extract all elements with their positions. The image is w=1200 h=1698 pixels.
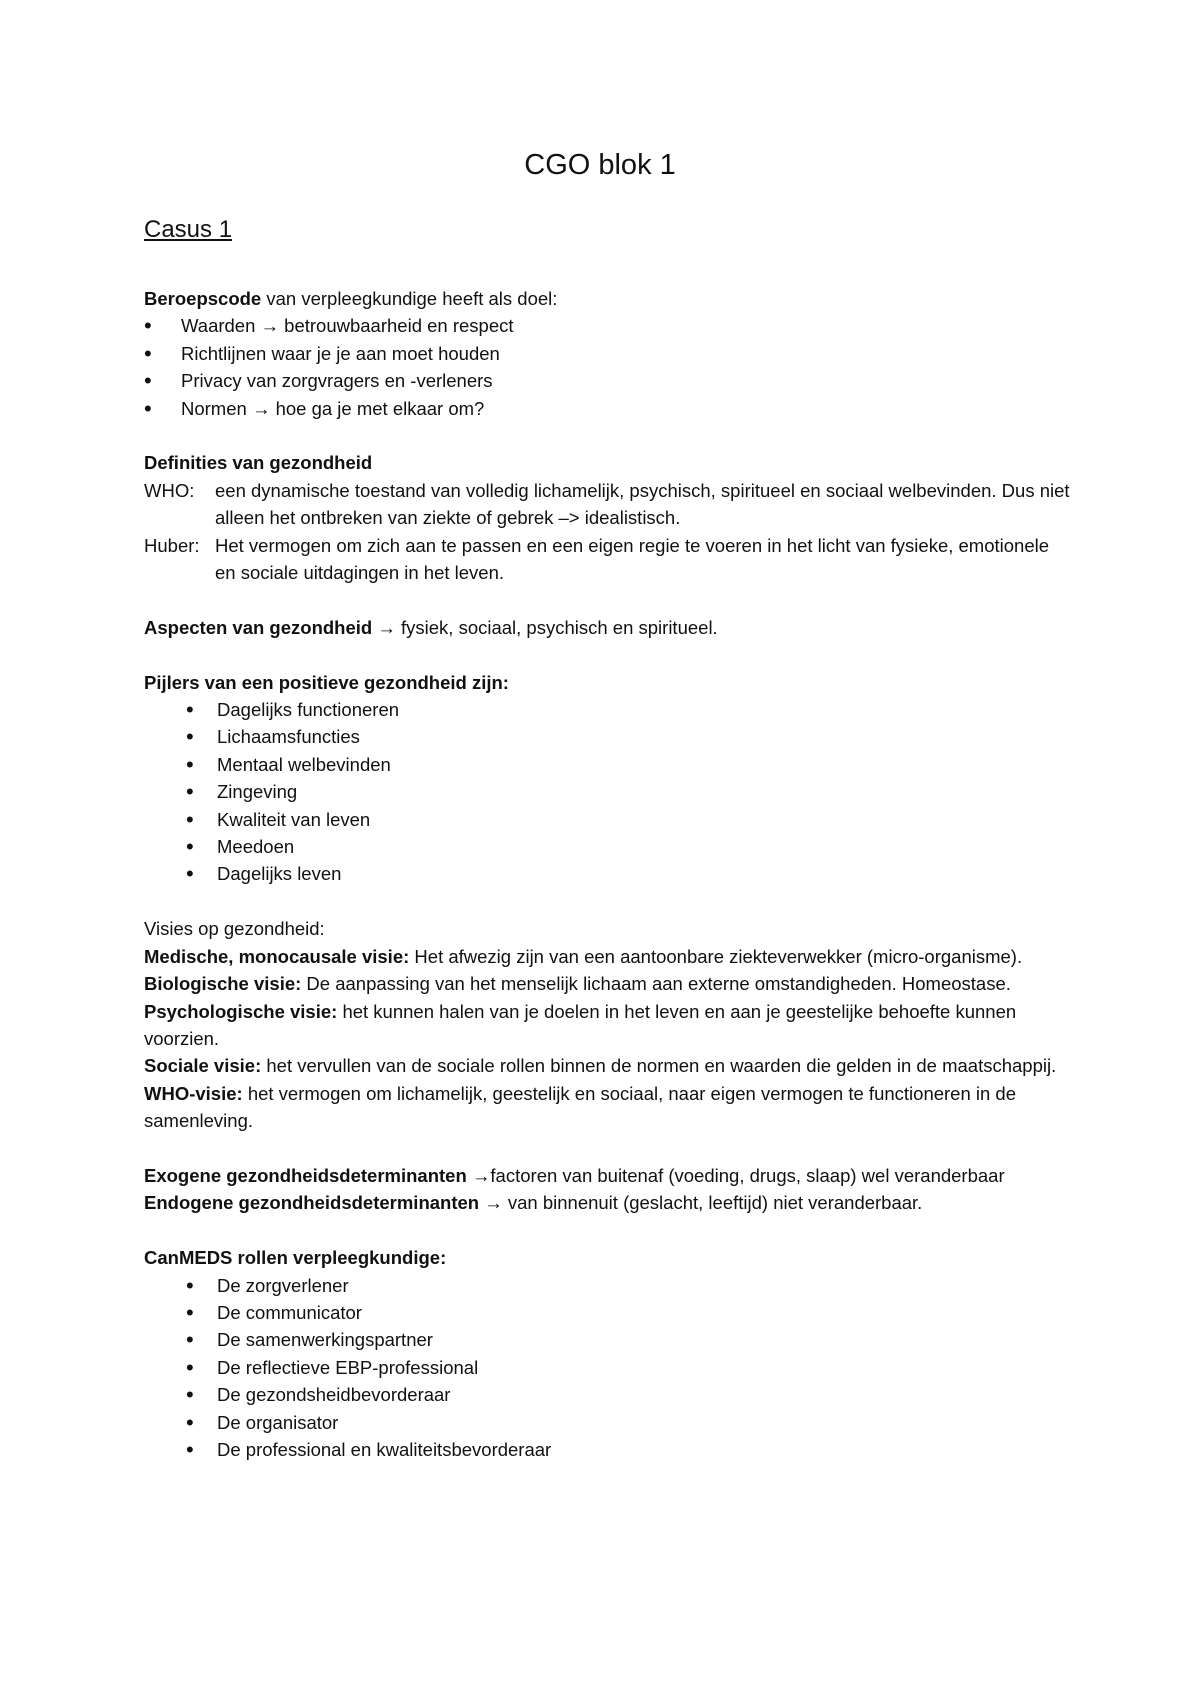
document-body	[144, 285, 1074, 1463]
canmeds-list	[144, 1272, 1074, 1464]
definition-text: Het vermogen om zich aan te passen en een eigen regie te voeren in het licht van fysieke, emotionele en sociale uitdagingen in het leven.	[215, 534, 1050, 584]
page-title: CGO blok 1	[524, 149, 676, 181]
list-item: • Privacy van zorgvragers en -verleners	[144, 367, 1074, 394]
list-item: • De communicator	[144, 1299, 1074, 1326]
list-item: • De reflectieve EBP-professional	[144, 1354, 1074, 1381]
definition-label: WHO:	[144, 479, 195, 501]
list-item: • De zorgverlener	[144, 1272, 1074, 1299]
list-item: • De gezondsheidbevorderaar	[144, 1381, 1074, 1408]
beroepscode-rest: van verpleegkundige heeft als doel:	[261, 288, 558, 309]
visie-item: WHO-visie: het vermogen om lichamelijk, geestelijk en sociaal, naar eigen vermogen te functioneren in de samenleving.	[144, 1082, 1017, 1132]
list-item: • Dagelijks functioneren	[144, 696, 1074, 723]
pijlers-list	[144, 696, 1074, 888]
beroepscode-list	[144, 312, 1074, 422]
list-item: • Normen → hoe ga je met elkaar om?	[144, 395, 1074, 422]
section-heading-casus: Casus 1	[144, 216, 233, 243]
list-item: • Lichaamsfuncties	[144, 723, 1074, 750]
determinant-line: Endogene gezondheidsdeterminanten → van binnenuit (geslacht, leeftijd) niet veranderbaar.	[144, 1192, 923, 1214]
visies-heading: Visies op gezondheid:	[144, 918, 325, 940]
pijlers-heading: Pijlers van een positieve gezondheid zijn:	[144, 671, 509, 693]
definities-heading: Definities van gezondheid	[144, 452, 373, 474]
definition-row	[144, 532, 1074, 587]
visie-item: Psychologische visie: het kunnen halen van je doelen in het leven en aan je geestelijke behoefte kunnen voorzien.	[144, 1000, 1017, 1049]
list-item: • Kwaliteit van leven	[144, 806, 1074, 833]
canmeds-heading: CanMEDS rollen verpleegkundige:	[144, 1247, 447, 1269]
definition-row	[144, 477, 1074, 532]
visie-item: Biologische visie: De aanpassing van het menselijk lichaam aan externe omstandigheden. Homeostase.	[144, 973, 1011, 995]
list-item: • De professional en kwaliteitsbevorderaar	[144, 1436, 1074, 1463]
visie-item: Medische, monocausale visie: Het afwezig zijn van een aantoonbare ziekteverwekker (micro-organisme).	[144, 945, 1023, 967]
aspecten-line: Aspecten van gezondheid → fysiek, sociaal, psychisch en spiritueel.	[144, 616, 718, 638]
beroepscode-term: Beroepscode	[144, 288, 262, 309]
definition-label: Huber:	[144, 534, 200, 556]
list-item: • Waarden → betrouwbaarheid en respect	[144, 312, 1074, 339]
list-item: • De samenwerkingspartner	[144, 1326, 1074, 1353]
determinant-line: Exogene gezondheidsdeterminanten →factoren van buitenaf (voeding, drugs, slaap) wel veranderbaar	[144, 1164, 1005, 1186]
list-item: • Mentaal welbevinden	[144, 751, 1074, 778]
list-item: • Zingeving	[144, 778, 1074, 805]
beroepscode-intro	[144, 285, 1074, 312]
list-item: • Meedoen	[144, 833, 1074, 860]
list-item: • Richtlijnen waar je je aan moet houden	[144, 340, 1074, 367]
list-item: • Dagelijks leven	[144, 860, 1074, 887]
list-item: • De organisator	[144, 1409, 1074, 1436]
definition-text: een dynamische toestand van volledig lichamelijk, psychisch, spiritueel en sociaal welbevinden. Dus niet alleen het ontbreken van ziekte of gebrek –> idealistisch.	[215, 479, 1070, 529]
visie-item: Sociale visie: het vervullen van de sociale rollen binnen de normen en waarden die gelden in de maatschappij.	[144, 1055, 1057, 1077]
